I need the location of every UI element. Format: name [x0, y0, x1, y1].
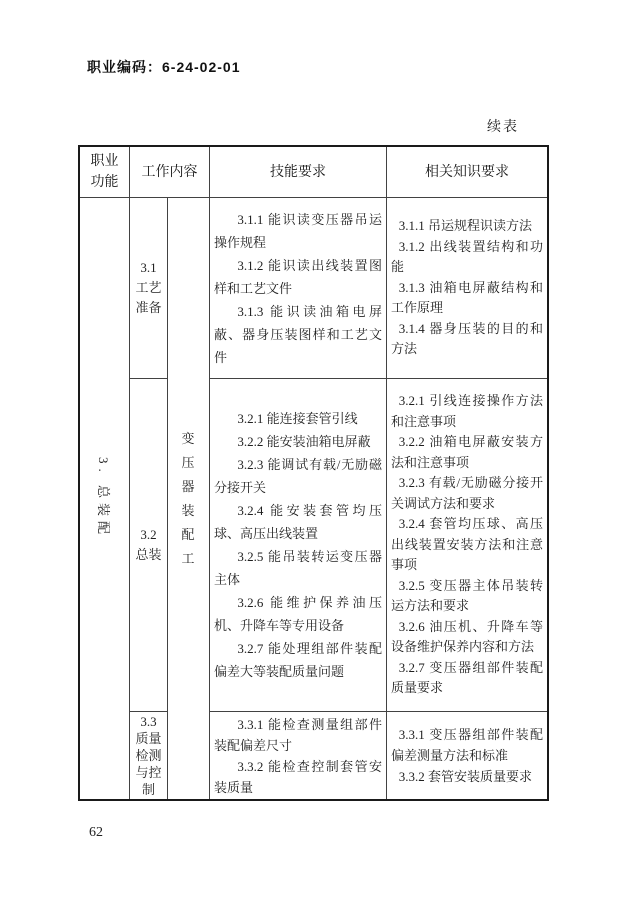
- requirement-item: 3.2.2 能安装油箱电屏蔽: [237, 434, 371, 449]
- requirement-item: 3.1.1 能识读变压器吊运操作规程: [214, 211, 382, 250]
- header-label: 工作内容: [141, 164, 198, 180]
- header-cell-work-content: [130, 147, 210, 198]
- worker-type-text: 变压器装配工: [181, 430, 196, 566]
- task-number: 3.1: [140, 260, 157, 275]
- task-name: 总装: [135, 547, 162, 562]
- knowledge-cell-3-2: [387, 379, 547, 712]
- header-cell-skill-requirements: [210, 147, 387, 198]
- requirement-item: 3.2.7 变压器组部件装配质量要求: [391, 659, 543, 696]
- requirement-item: 3.1.1 吊运规程识读方法: [398, 218, 533, 234]
- task-name: 质量检测与控制: [135, 731, 162, 797]
- requirement-item: 3.1.2 出线装置结构和功能: [391, 238, 543, 275]
- task-number: 3.2: [140, 527, 157, 542]
- knowledge-cell-3-3: [387, 712, 547, 799]
- occupation-function-cell: [80, 198, 130, 799]
- occupation-code-label: 职业编码：6-24-02-01: [87, 59, 241, 75]
- occupation-function-text: 3. 总装配: [96, 457, 111, 540]
- worker-type-cell: [168, 198, 210, 799]
- requirement-item: 3.1.3 油箱电屏蔽结构和工作原理: [391, 279, 543, 316]
- task-cell-3-3: [130, 712, 168, 799]
- requirement-item: 3.1.4 器身压装的目的和方法: [391, 320, 543, 357]
- occupational-standard-table: [78, 145, 549, 801]
- requirement-item: 3.2.3 能调试有载/无励磁分接开关: [214, 457, 382, 495]
- requirement-item: 3.2.5 能吊装转运变压器主体: [214, 549, 382, 587]
- requirement-item: 3.2.2 油箱电屏蔽安装方法和注意事项: [391, 434, 543, 470]
- requirement-item: 3.2.1 引线连接操作方法和注意事项: [391, 393, 543, 429]
- header-label: 职业功能: [90, 154, 119, 190]
- requirement-item: 3.2.6 油压机、升降车等设备维护保养内容和方法: [391, 618, 543, 655]
- requirement-item: 3.2.7 能处理组部件装配偏差大等装配质量问题: [214, 641, 382, 679]
- requirement-item: 3.3.1 能检查测量组部件装配偏差尺寸: [214, 716, 382, 753]
- requirement-item: 3.1.2 能识读出线装置图样和工艺文件: [214, 257, 382, 296]
- task-number: 3.3: [140, 714, 157, 729]
- continued-table-label: 续表: [487, 120, 519, 135]
- header-cell-knowledge-requirements: [387, 147, 547, 198]
- task-cell-3-2: [130, 379, 168, 712]
- requirement-item: 3.2.4 套管均压球、高压出线装置安装方法和注意事项: [391, 516, 543, 573]
- requirement-item: 3.2.1 能连接套管引线: [237, 411, 358, 426]
- header-cell-occupation-function: [80, 147, 130, 198]
- requirement-item: 3.2.3 有载/无励磁分接开关调试方法和要求: [391, 475, 543, 511]
- header-label: 相关知识要求: [425, 164, 509, 180]
- header-label: 技能要求: [270, 164, 326, 180]
- requirement-item: 3.2.4 能安装套管均压球、高压出线装置: [214, 503, 382, 541]
- requirement-item: 3.3.2 套管安装质量要求: [398, 769, 533, 784]
- requirement-item: 3.1.3 能识读油箱电屏蔽、器身压装图样和工艺文件: [214, 303, 382, 365]
- task-name: 工艺准备: [135, 280, 162, 315]
- requirement-item: 3.3.2 能检查控制套管安装质量: [214, 758, 382, 795]
- page-number: 62: [89, 825, 103, 840]
- skill-cell-3-1: [210, 198, 387, 379]
- skill-cell-3-2: [210, 379, 387, 712]
- skill-cell-3-3: [210, 712, 387, 799]
- task-cell-3-1: [130, 198, 168, 379]
- requirement-item: 3.3.1 变压器组部件装配偏差测量方法和标准: [391, 727, 543, 763]
- knowledge-cell-3-1: [387, 198, 547, 379]
- requirement-item: 3.2.5 变压器主体吊装转运方法和要求: [391, 577, 543, 614]
- requirement-item: 3.2.6 能维护保养油压机、升降车等专用设备: [214, 595, 382, 633]
